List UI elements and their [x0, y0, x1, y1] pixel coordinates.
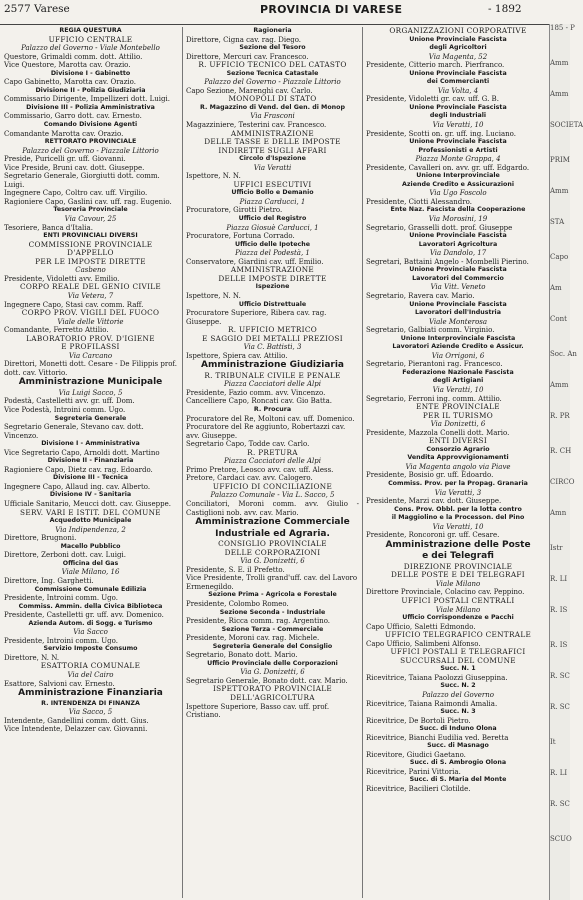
entry-line: Procuratore del Re, Moltoni cav. uff. Domenico. [186, 414, 355, 423]
entry-line: Ispettore, N. N. [186, 291, 241, 300]
address-line: Palazzo del Governo - Piazzale Littorio [22, 146, 159, 155]
office-subheading: Succ. di Induno Olona [419, 725, 497, 733]
address-line: Piazza Giosuè Carducci, 1 [226, 223, 319, 232]
office-subheading: Comando Divisione Agenti [43, 121, 138, 129]
entry-line: Procuratore Superiore, Ribera cav. rag. Giuseppe. [186, 309, 327, 326]
office-subheading: Ragioneria [253, 27, 292, 34]
office-heading: D'APPELLO [67, 248, 114, 258]
entry-line: Presidente, Ricca comm. rag. Argentino. [186, 617, 331, 626]
address-line: Viale Milano [435, 605, 481, 614]
entry-line: Cancelliere Capo, Roncati cav. Gio Batta. [186, 397, 332, 406]
entry-line: Ufficiale Sanitario, Meucci dott. cav. Giuseppe. [4, 500, 171, 509]
office-subheading: Lavoratori Aziende Credito e Assicur. [392, 343, 524, 351]
section-heading: Amministrazione Giudiziaria [200, 360, 345, 371]
address-line: Via Ugo Foscolo [429, 189, 487, 198]
entry-line: Intendente, Gandellini comm. dott. Gius. [4, 716, 149, 725]
address-line: Via Morosini, 19 [428, 215, 488, 224]
office-subheading: Succ. N. 3 [440, 708, 476, 716]
entry-line: Ricevitrice, Taiana Paolozzi Giuseppina. [366, 673, 508, 682]
entry-line: Presidente, Roncoroni gr. uff. Cesare. [366, 531, 500, 540]
entry-line: Conciliatori, Moroni comm. avv. Giulio - Castiglioni nob. avv. cav. Mario. [186, 500, 359, 517]
edge-fragment: Cont [550, 315, 567, 323]
entry-line: Presidente, Introini comm. Ugo. [4, 636, 118, 645]
entry-line: Commissario Dirigente, Impellizeri dott. Luigi. [4, 95, 170, 104]
edge-fragment: It [550, 738, 556, 746]
entry-line: Tesoriere, Banca d'Italia. [4, 223, 93, 232]
section-heading: Amministrazione Municipale [18, 377, 163, 388]
edge-fragment: Soc. An [550, 350, 577, 358]
office-heading: DELL'AGRICOLTURA [230, 692, 315, 702]
office-subheading: Unione Provinciale Fascista [409, 138, 507, 146]
office-subheading: Aziende Credito e Assicurazioni [402, 180, 514, 188]
address-line: Piazza Cacciatori delle Alpi [224, 380, 321, 389]
column-middle [182, 27, 359, 898]
office-subheading: Divisione III - Tecnica [53, 474, 128, 482]
office-subheading: Ufficio delle Ipoteche [234, 240, 311, 248]
edge-fragment: CIRCO [550, 478, 575, 486]
address-line: Via Magenta, 52 [428, 52, 488, 61]
entry-line: Direttore, Mercuri cav. Francesco. [186, 52, 309, 61]
edge-fragment: R. IS [550, 606, 568, 614]
address-line: Via Vetera, 7 [67, 291, 114, 300]
edge-fragment: Amm [550, 187, 569, 195]
office-subheading: Unione Provinciale Fascista [409, 69, 507, 77]
entry-line: Presidente, Marzi cav. dott. Giuseppe. [366, 497, 502, 506]
office-heading: AMMINISTRAZIONE [230, 265, 315, 275]
office-subheading: Lavoratori del Commercio [412, 274, 504, 282]
entry-line: Ingegnere Capo, Stasi cav. comm. Raff. [4, 300, 144, 309]
office-heading: SUCCURSALI DEL COMUNE [400, 655, 516, 665]
entry-line: Direttore, N. N. [4, 653, 60, 662]
address-line: Casbeno [75, 266, 106, 275]
column-left [4, 27, 177, 898]
edge-fragment: Amm [550, 90, 569, 98]
edge-fragment: SCUO [550, 835, 572, 843]
office-heading: R. TRIBUNALE CIVILE E PENALE [204, 370, 341, 380]
address-line: Via Frasconi [250, 112, 295, 121]
office-subheading: REGIA QUESTURA [59, 27, 122, 34]
entry-line: Presidente, Ciotti Alessandro. [366, 197, 472, 206]
office-heading: ESATTORIA COMUNALE [40, 661, 141, 671]
office-heading: INDIRETTE SUGLI AFFARI [218, 145, 327, 155]
entry-line: Ispettore Superiore, Basso cav. uff. prof. Cristiano. [186, 702, 330, 720]
edge-fragment: R. SC [550, 703, 570, 711]
entry-line: Segretario, Ferroni ing. comm. Attilio. [366, 394, 502, 403]
section-heading: Amministrazione delle Poste [385, 539, 531, 550]
address-line: Via Volta, 4 [437, 86, 479, 95]
office-subheading: Ispezione [255, 283, 290, 291]
office-subheading: Divisione I - Amministrativa [41, 440, 140, 448]
office-heading: E SAGGIO DEI METALLI PREZIOSI [202, 333, 343, 343]
entry-line: Magazziniere, Testerini cav. Francesco. [186, 121, 327, 130]
address-line: Via Veratti, 10 [432, 121, 484, 130]
edge-fragment: SOCIETA [550, 121, 583, 129]
entry-line: Ingegnere Capo, Allaud ing. cav. Alberto. [4, 482, 151, 491]
address-line: Piazza del Podestà, 1 [235, 249, 310, 258]
office-heading: UFFICI POSTALI E TELEGRAFICI [390, 647, 526, 657]
entry-line: Vice Segretario Capo, Arnoldi dott. Martino [4, 448, 160, 457]
office-heading: DELLE TASSE E DELLE IMPOSTE [204, 137, 341, 147]
entry-line: Ricevitrice, Bianchi Eudilia ved. Beretta [366, 733, 509, 742]
office-subheading: Unione Provinciale Fascista [409, 103, 507, 111]
address-line: Via Dandolo, 17 [429, 249, 487, 258]
entry-line: Segretario Capo, Todde cav. Carlo. [186, 440, 310, 449]
office-subheading: degli Artigiani [432, 377, 484, 385]
edge-fragment: Amn [550, 509, 567, 517]
office-subheading: Succ. di S. Ambrogio Olona [409, 759, 507, 767]
edge-fragment: R. SC [550, 672, 570, 680]
office-subheading: Ufficio Corrispondenze e Pacchi [402, 614, 514, 622]
address-line: Palazzo del Governo - Viale Montebello [21, 44, 160, 53]
office-subheading: Divisione I - Gabinetto [50, 69, 131, 77]
entry-line: Ricevitrice, De Bortoli Pietro. [366, 716, 471, 725]
address-line: Viale Milano [435, 579, 481, 588]
office-heading: CORPO REALE DEL GENIO CIVILE [19, 282, 162, 292]
address-line: Via Luigi Sacco, 5 [58, 388, 123, 397]
address-line: Via Carcano [68, 351, 113, 360]
entry-line: Capo Ufficio, Saletti Edmondo. [366, 622, 476, 631]
entry-line: Ricevitrice, Parini Vittoria. [366, 767, 461, 776]
office-heading: LABORATORIO PROV. D'IGIENE [26, 333, 155, 343]
office-heading: DELLE IMPOSTE DIRETTE [218, 273, 327, 283]
address-line: Via Vitt. Veneto [430, 283, 486, 292]
edge-fragment: Capo [550, 253, 569, 261]
office-heading: DIREZIONE PROVINCIALE [403, 561, 513, 571]
office-subheading: Unione Interprovinciale [416, 172, 500, 180]
entry-line: Procuratore, Girotti Pietro. [186, 206, 283, 215]
edge-fragment: Amm [550, 59, 569, 67]
entry-line: Primo Pretore, Leosco avv. cav. uff. Aless. [186, 465, 334, 474]
entry-line: Capo Sezione, Marenghi cav. Carlo. [186, 86, 313, 95]
section-heading: e dei Telegrafi [422, 551, 494, 562]
entry-line: Segretario, Grasselli dott. prof. Giuseppe [366, 223, 513, 232]
office-heading: UFFICIO CENTRALE [48, 34, 133, 44]
entry-line: Ragioniere Capo, Gaslini cav. uff. rag. Eugenio. [4, 197, 172, 206]
office-heading: DELLE CORPORAZIONI [224, 547, 321, 557]
address-line: Piazza Cacciatori delle Alpi [224, 457, 321, 466]
entry-line: Presidente, Introini comm. Ugo. [4, 594, 118, 603]
page-title: PROVINCIA DI VARESE [260, 3, 403, 16]
section-heading: Amministrazione Commerciale [195, 517, 350, 528]
edge-fragment: R. LI [550, 769, 568, 777]
office-subheading: Divisione II - Finanziaria [47, 457, 134, 465]
office-subheading: Divisione III - Polizia Amministrativa [26, 103, 155, 111]
entry-line: Direttore Provinciale, Colacino cav. Peppino. [366, 588, 525, 597]
entry-line: Presidente, S. E. il Prefetto. [186, 565, 285, 574]
entry-line: Capo Ufficio, Salimbeni Alfonso. [366, 639, 481, 648]
entry-line: Ricevitore, Giudici Gaetano. [366, 750, 466, 759]
office-subheading: Servizio Imposte Consumo [43, 645, 138, 653]
entry-line: Segretario Generale, Bonato dott. cav. Mario. [186, 676, 348, 685]
entry-line: Ispettore, N. N. [186, 172, 241, 181]
office-heading: E PROFILASSI [61, 342, 120, 352]
office-subheading: Consorzio Agrario [426, 445, 490, 453]
address-line: Palazzo del Governo [422, 691, 494, 700]
office-subheading: Macello Pubblico [60, 542, 121, 550]
address-line: Viale Milano, 16 [61, 568, 120, 577]
entry-line: Direttore, Zerboni dott. cav. Luigi. [4, 551, 126, 560]
entry-line: Vice Presidente, Trolli grand'uff. cav. del Lavoro Ermenegildo. [186, 574, 358, 591]
entry-line: Segretario Generale, Giorgiutti dott. comm. Luigi. [4, 172, 160, 189]
address-line: Via Cavour, 25 [64, 215, 117, 224]
entry-line: Vice Preside, Bruni cav. dott. Giuseppe. [4, 163, 145, 172]
address-line: Via Veratti, 10 [432, 385, 484, 394]
entry-line: Presidente, Mazzola Conelli dott. Mario. [366, 428, 510, 437]
entry-line: Presidente, Scotti on. gr. uff. ing. Luciano. [366, 129, 516, 138]
entry-line: Segretario Generale, Stevano cav. dott. Vincenzo. [4, 423, 144, 440]
entry-line: Presidente, Castelletti gr. uff. avv. Domenico. [4, 611, 164, 620]
office-subheading: Unione Interprovinciale Fascista [400, 334, 516, 342]
office-subheading: R. Procura [253, 406, 292, 414]
address-line: Viale delle Vittorie [57, 317, 124, 326]
office-heading: SERV. VARI E ISTIT. DEL COMUNE [20, 507, 161, 517]
office-subheading: Unione Provinciale Fascista [409, 232, 507, 240]
office-heading: DELLE POSTE E DEI TELEGRAFI [391, 570, 525, 580]
office-subheading: R. Magazzino di Vend. del Gen. di Monop [200, 103, 345, 111]
entry-line: Conservatore, Giardini cav. uff. Emilio. [186, 257, 324, 266]
office-subheading: degli Agricoltori [429, 44, 487, 52]
page-number-left: 2577 Varese [4, 3, 70, 15]
entry-line: Presidente, Vidoletti avv. Emilio. [4, 274, 120, 283]
address-line: Via Indipendenza, 2 [55, 525, 126, 534]
entry-line: Presidente, Moroni cav. rag. Michele. [186, 634, 320, 643]
office-subheading: Commissione Comunale Edilizia [34, 585, 147, 593]
office-heading: CONSIGLIO PROVINCIALE [218, 539, 327, 549]
address-line: Piazza Monte Grappa, 4 [415, 155, 501, 164]
office-heading: ENTE PROVINCIALE [416, 402, 500, 412]
office-subheading: Lavoratori dell'Industria [415, 309, 501, 317]
office-subheading: degli Industriali [429, 112, 487, 120]
office-subheading: Segreteria Generale del Consiglio [212, 642, 333, 650]
office-heading: R. UFFICIO TECNICO DEL CATASTO [198, 60, 347, 70]
entry-line: Segretario, Bonato dott. Mario. [186, 651, 298, 660]
office-heading: PER IL TURISMO [422, 410, 494, 420]
entry-line: Direttori, Monetti dott. Cesare - De Filippis prof. dott. cav. Vittorio. [4, 360, 177, 377]
entry-line: Direttore, Cigna cav. rag. Diego. [186, 35, 302, 44]
office-heading: ISPETTORATO PROVINCIALE [212, 684, 333, 694]
entry-line: Direttore, Brugnoni. [4, 534, 77, 543]
address-line: Via Magenta angolo via Piave [405, 462, 511, 471]
office-subheading: Succ. di S. Maria del Monte [409, 776, 507, 784]
edge-fragment: Istr [550, 544, 563, 552]
office-subheading: Segreteria Generale [54, 414, 127, 422]
address-line: Via Sacco, 5 [68, 708, 113, 717]
address-line: Piazza Carducci, 1 [239, 197, 306, 206]
entry-line: Vice Questore, Marotta cav. Orazio. [4, 61, 131, 70]
office-heading: R. UFFICIO METRICO [227, 325, 318, 335]
entry-line: Segretario, Ravera cav. Mario. [366, 291, 475, 300]
edge-fragment: R. LI [550, 575, 568, 583]
office-subheading: Sezione Seconda - Industriale [219, 608, 326, 616]
office-subheading: Succ. N. 1 [440, 665, 476, 673]
office-heading: UFFICI ESECUTIVI [233, 179, 312, 189]
entry-line: Ingegnere Capo, Coltro cav. uff. Virgilio. [4, 189, 148, 198]
entry-line: Direttore, Ing. Garghetti. [4, 576, 94, 585]
edge-fragment: R. PR [550, 412, 570, 420]
entry-line: Ricevitrice, Taiana Raimondi Amalia. [366, 699, 498, 708]
office-subheading: ENTI PROVINCIALI DIVERSI [43, 232, 138, 240]
office-subheading: Unione Provinciale Fascista [409, 35, 507, 43]
address-line: Via Veratti [253, 163, 292, 172]
office-subheading: Ente Naz. Fascista della Cooperazione [390, 206, 526, 214]
column-right [362, 27, 550, 898]
edge-fragment: 185 - P [550, 24, 575, 32]
address-line: Via Veratti, 3 [434, 488, 482, 497]
address-line: Via C. Battisti, 3 [243, 343, 302, 352]
office-subheading: il Maggiolino e la Processon. del Pino [391, 514, 525, 522]
entry-line: Vice Podestà, Introini comm. Ugo. [4, 406, 126, 415]
entry-line: Presidente, Bosisio gr. uff. Edoardo. [366, 471, 494, 480]
office-subheading: Federazione Nazionale Fascista [402, 368, 514, 376]
edge-fragment: R. IS [550, 641, 568, 649]
page-number-right: - 1892 [488, 3, 522, 15]
entry-line: Segretari, Battaini Angelo - Mombelli Pierino. [366, 257, 529, 266]
office-subheading: Cons. Prov. Obbl. per la lotta contro [394, 505, 522, 513]
office-subheading: RETTORATO PROVINCIALE [44, 138, 137, 146]
office-subheading: Circolo d'Ispezione [239, 155, 306, 163]
edge-fragment: Amm [550, 381, 569, 389]
entry-line: Comandante Marotta cav. Orazio. [4, 129, 124, 138]
entry-line: Commissario, Garro dott. cav. Ernesto. [4, 112, 142, 121]
entry-line: Presidente, Fazio comm. avv. Vincenzo. [186, 388, 326, 397]
office-subheading: Lavoratori Agricoltura [418, 240, 498, 248]
entry-line: Ricevitrice, Bacilieri Clotilde. [366, 785, 471, 794]
office-heading: CORPO PROV. VIGILI DEL FUOCO [21, 308, 160, 318]
address-line: Via Sacco [73, 628, 108, 637]
address-line: Via Veratti, 10 [432, 522, 484, 531]
office-heading: UFFICI POSTALI CENTRALI [401, 596, 515, 605]
entry-line: Preside, Puricelli gr. uff. Giovanni. [4, 155, 126, 164]
address-line: Palazzo del Governo - Piazzale Littorio [204, 78, 341, 87]
office-heading: AMMINISTRAZIONE [230, 128, 315, 138]
entry-line: Ragioniere Capo, Dietz cav. rag. Edoardo. [4, 465, 153, 474]
office-subheading: Professionisti e Artisti [418, 146, 498, 154]
office-subheading: Sezione del Tesoro [239, 44, 306, 52]
office-subheading: Divisione IV - Sanitaria [49, 491, 132, 499]
office-subheading: Ufficio Provinciale delle Corporazioni [207, 659, 338, 667]
office-subheading: R. INTENDENZA DI FINANZA [41, 699, 140, 707]
office-heading: R. PRETURA [247, 447, 298, 457]
section-heading: Industriale ed Agraria. [215, 528, 330, 539]
address-line: Via del Cairo [67, 670, 114, 679]
address-line: Palazzo Comunale - Via L. Sacco, 5 [210, 491, 335, 500]
edge-fragment: PRIM [550, 156, 570, 164]
office-heading: ENTI DIVERSI [428, 436, 488, 446]
entry-line: Comandante, Ferretto Attilio. [4, 326, 109, 335]
office-heading: COMMISSIONE PROVINCIALE [28, 239, 153, 249]
entry-line: Pretore, Cardaci cav. avv. Calogero. [186, 474, 313, 483]
office-subheading: Sezione Prima - Agricola e Forestale [208, 591, 337, 599]
office-subheading: Commiss. Ammin. della Civica Biblioteca [18, 602, 163, 610]
office-subheading: dei Commercianti [426, 78, 490, 86]
office-subheading: Commiss. Prov. per la Propag. Granaria [388, 479, 528, 487]
entry-line: Ispettore, Spiera cav. Attilio. [186, 351, 288, 360]
entry-line: Podestà, Castelletti avv. gr. uff. Dom. [4, 397, 135, 406]
address-line: Viale Monterosa [428, 317, 488, 326]
entry-line: Procuratore, Fortuna Corrado. [186, 232, 295, 241]
office-subheading: Ufficio Bollo e Demanio [231, 189, 314, 197]
edge-fragment: R. SC [550, 800, 570, 808]
office-subheading: Acquedotto Municipale [49, 517, 132, 525]
entry-line: Presidente, Citterio march. Pierfranco. [366, 61, 505, 70]
section-heading: Amministrazione Finanziaria [18, 688, 163, 699]
office-heading: PER LE IMPOSTE DIRETTE [35, 256, 146, 266]
office-subheading: Azienda Autom. di Sogg. e Turismo [28, 619, 153, 627]
office-subheading: Succ. N. 2 [440, 682, 476, 690]
edge-fragment: R. CH [550, 447, 572, 455]
office-subheading: Officina del Gas [62, 559, 119, 567]
office-heading: ORGANIZZAZIONI CORPORATIVE [389, 26, 527, 35]
entry-line: Esattore, Salvioni cav. Ernesto. [4, 679, 115, 688]
office-subheading: Unione Provinciale Fascista [409, 266, 507, 274]
address-line: Via G. Donizetti, 6 [240, 557, 305, 566]
entry-line: Capo Gabinetto, Marotta cav. Orazio. [4, 78, 136, 87]
page-header [0, 0, 569, 25]
office-subheading: Sezione Terza - Commerciale [221, 625, 324, 633]
address-line: Via G. Donizetti, 6 [240, 668, 305, 677]
office-subheading: Unione Provinciale Fascista [409, 300, 507, 308]
entry-line: Presidente, Colombo Romeo. [186, 599, 289, 608]
entry-line: Segretario, Galbiati comm. Virginio. [366, 326, 495, 335]
entry-line: Vice Intendente, Delazzer cav. Giovanni. [4, 725, 148, 734]
edge-fragment: STA [550, 218, 565, 226]
entry-line: Segretario, Pierantoni rag. Francesco. [366, 360, 503, 369]
office-subheading: Tesoreria Provinciale [53, 206, 128, 214]
adjacent-page-edge [549, 24, 583, 900]
entry-line: Procuratore del Re aggiunto, Robertazzi cav. avv. Giuseppe. [186, 423, 346, 440]
office-heading: UFFICIO DI CONCILIAZIONE [212, 481, 333, 491]
office-subheading: Ufficio del Registro [238, 215, 307, 223]
entry-line: Presidente, Cavalleri on. avv. gr. uff. Edgardo. [366, 163, 530, 172]
address-line: Via Orrigoni, 6 [431, 351, 485, 360]
entry-line: Presidente, Vidoletti gr. cav. uff. G. B. [366, 95, 499, 104]
office-subheading: Divisione II - Polizia Giudiziaria [35, 86, 146, 94]
office-heading: UFFICIO TELEGRAFICO CENTRALE [384, 630, 532, 640]
office-subheading: Ufficio Distrettuale [238, 300, 307, 308]
office-subheading: Sezione Tecnica Catastale [226, 69, 319, 77]
office-heading: MONOPOLI DI STATO [228, 94, 317, 104]
address-line: Via Donizetti, 6 [430, 420, 486, 429]
office-subheading: Succ. di Masnago [427, 742, 489, 750]
entry-line: Questore, Grimaldi comm. dott. Attilio. [4, 52, 143, 61]
edge-fragment: Am [550, 284, 562, 292]
office-subheading: Vendita Approvvigionamenti [407, 454, 509, 462]
